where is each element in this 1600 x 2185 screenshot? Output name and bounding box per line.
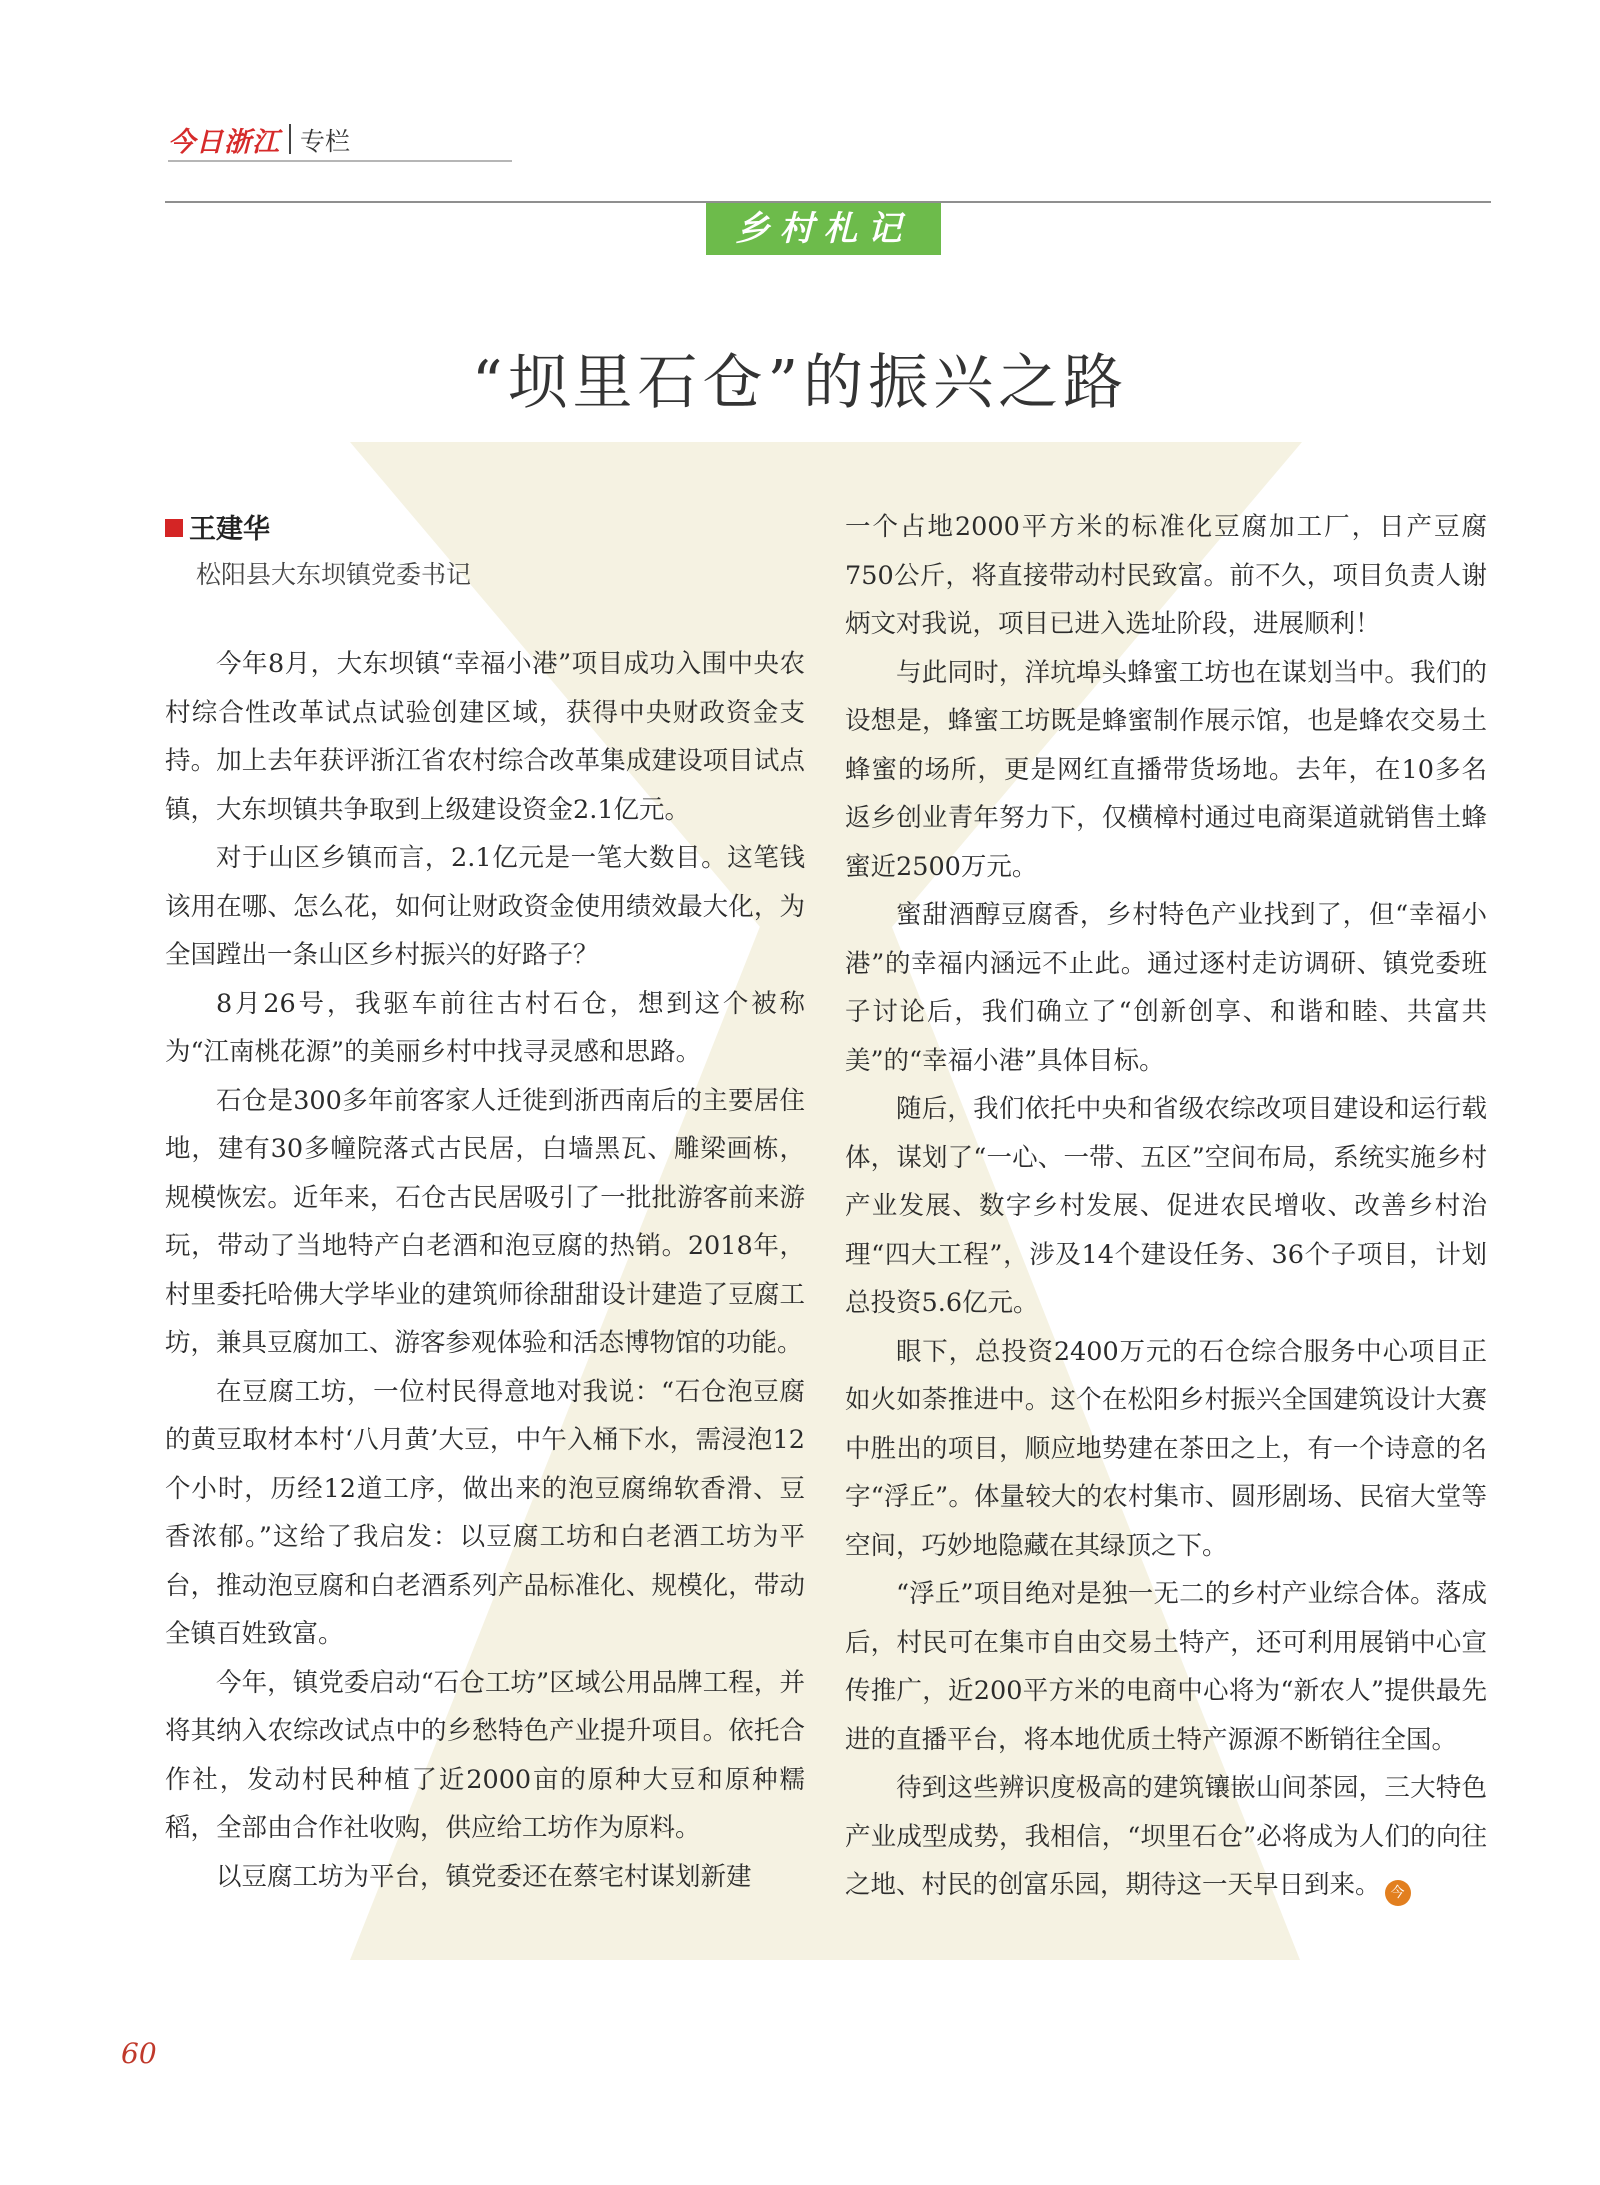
paragraph: 在豆腐工坊，一位村民得意地对我说：“石仓泡豆腐的黄豆取材本村‘八月黄’大豆，中午入桶下水，需浸泡12个小时，历经12道工序，做出来的泡豆腐绵软香滑、豆香浓郁。”这给了我启发：以豆腐工坊和白老酒工坊为平台，推动泡豆腐和白老酒系列产品标准化、规模化，带动全镇百姓致富。 (165, 1376, 805, 1649)
author-name: 王建华 (189, 514, 270, 545)
column-tag: 专栏 (300, 127, 351, 156)
author-marker-icon (165, 519, 183, 537)
paragraph: 今年，镇党委启动“石仓工坊”区域公用品牌工程，并将其纳入农综改试点中的乡愁特色产业提升项目。依托合作社，发动村民种植了近2000亩的原种大豆和原种糯稻，全部由合作社收购，供应给工坊作为原料。 (165, 1667, 805, 1843)
paragraph: 与此同时，洋坑埠头蜂蜜工坊也在谋划当中。我们的设想是，蜂蜜工坊既是蜂蜜制作展示馆，也是蜂农交易土蜂蜜的场所，更是网红直播带货场地。去年，在10多名返乡创业青年努力下，仅横樟村通过电商渠道就销售土蜂蜜近2500万元。 (845, 657, 1487, 882)
right-column (845, 503, 1487, 1910)
page-header (168, 118, 512, 162)
header-divider (289, 124, 291, 154)
page-number: 60 (121, 2037, 157, 2070)
paragraph: 蜜甜酒醇豆腐香，乡村特色产业找到了，但“幸福小港”的幸福内涵远不止此。通过逐村走访调研、镇党委班子讨论后，我们确立了“创新创享、和谐和睦、共富共美”的“幸福小港”具体目标。 (845, 900, 1487, 1076)
end-mark-icon: 今 (1385, 1880, 1411, 1906)
paragraph-continuation: 一个占地2000平方米的标准化豆腐加工厂，日产豆腐750公斤，将直接带动村民致富。前不久，项目负责人谢炳文对我说，项目已进入选址阶段，进展顺利！ (845, 512, 1487, 639)
paragraph: 随后，我们依托中央和省级农综改项目建设和运行载体，谋划了“一心、一带、五区”空间布局，系统实施乡村产业发展、数字乡村发展、促进农民增收、改善乡村治理“四大工程”，涉及14个建设任务、36个子项目，计划总投资5.6亿元。 (845, 1094, 1487, 1318)
magazine-logo: 今日浙江 (168, 127, 280, 158)
paragraph: 今年8月，大东坝镇“幸福小港”项目成功入围中央农村综合性改革试点试验创建区域，获得中央财政资金支持。加上去年获评浙江省农村综合改革集成建设项目试点镇，大东坝镇共争取到上级建设资金2.1亿元。 (165, 649, 805, 825)
paragraph: 眼下，总投资2400万元的石仓综合服务中心项目正如火如荼推进中。这个在松阳乡村振兴全国建筑设计大赛中胜出的项目，顺应地势建在茶田之上，有一个诗意的名字“浮丘”。体量较大的农村集市、圆形剧场、民宿大堂等空间，巧妙地隐藏在其绿顶之下。 (845, 1336, 1487, 1561)
paragraph-final (845, 1764, 1487, 1910)
paragraph: “浮丘”项目绝对是独一无二的乡村产业综合体。落成后，村民可在集市自由交易土特产，还可利用展销中心宣传推广，近200平方米的电商中心将为“新农人”提供最先进的直播平台，将本地优质土特产源源不断销往全国。 (845, 1579, 1487, 1755)
paragraph: 以豆腐工坊为平台，镇党委还在蔡宅村谋划新建 (216, 1861, 752, 1892)
paragraph: 8月26号，我驱车前往古村石仓，想到这个被称为“江南桃花源”的美丽乡村中找寻灵感和思路。 (165, 988, 805, 1067)
paragraph: 石仓是300多年前客家人迁徙到浙西南后的主要居住地，建有30多幢院落式古民居，白墙黑瓦、雕梁画栋，规模恢宏。近年来，石仓古民居吸引了一批批游客前来游玩，带动了当地特产白老酒和泡豆腐的热销。2018年，村里委托哈佛大学毕业的建筑师徐甜甜设计建造了豆腐工坊，兼具豆腐加工、游客参观体验和活态博物馆的功能。 (165, 1085, 805, 1358)
final-paragraph-text: 待到这些辨识度极高的建筑镶嵌山间茶园，三大特色产业成型成势，我相信，“坝里石仓”必将成为人们的向往之地、村民的创富乐园，期待这一天早日到来。 (845, 1773, 1487, 1900)
section-badge: 乡村札记 (706, 203, 941, 255)
article-title: “坝里石仓”的振兴之路 (471, 348, 1129, 418)
author-line (165, 507, 270, 546)
paragraph: 对于山区乡镇而言，2.1亿元是一笔大数目。这笔钱该用在哪、怎么花，如何让财政资金使用绩效最大化，为全国蹚出一条山区乡村振兴的好路子？ (165, 843, 805, 970)
left-column (165, 640, 805, 1901)
author-affiliation: 松阳县大东坝镇党委书记 (196, 560, 472, 589)
